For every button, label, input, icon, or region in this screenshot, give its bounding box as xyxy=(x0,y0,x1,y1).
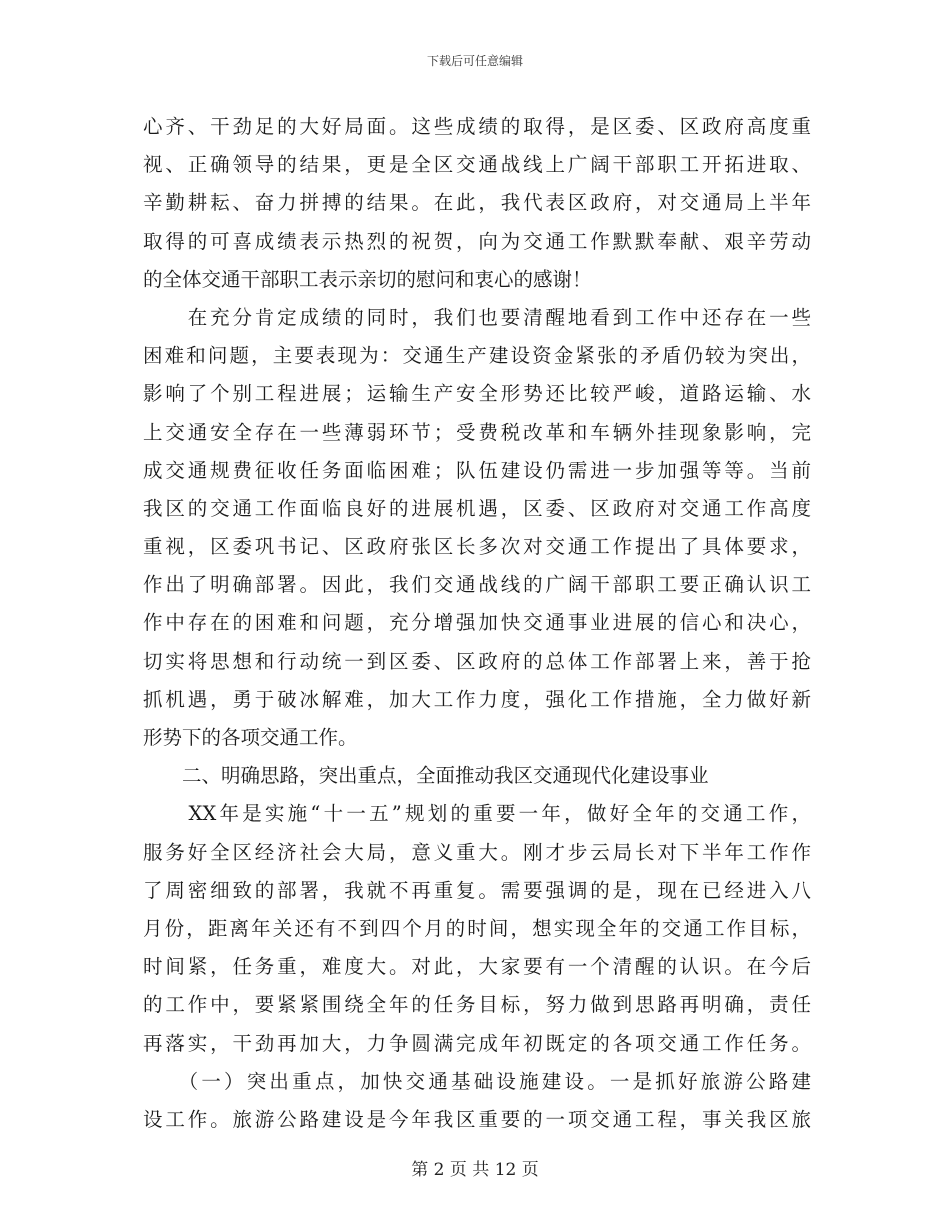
text-line: 月份，距离年关还有不到四个月的时间，想实现全年的交通工作目标， xyxy=(143,916,811,940)
text-line: 上交通安全存在一些薄弱环节；受费税改革和车辆外挂现象影响，完 xyxy=(143,420,811,444)
text-line: 我区的交通工作面临良好的进展机遇，区委、区政府对交通工作高度 xyxy=(143,496,811,520)
text-line: 时间紧，任务重，难度大。对此，大家要有一个清醒的认识。在今后 xyxy=(143,955,811,979)
text-line: 作中存在的困难和问题，充分增强加快交通事业进展的信心和决心， xyxy=(143,611,811,635)
text-line: 心齐、干劲足的大好局面。这些成绩的取得，是区委、区政府高度重 xyxy=(143,115,811,138)
document-body xyxy=(143,108,811,1139)
text-line: 了周密细致的部署，我就不再重复。需要强调的是，现在已经进入八 xyxy=(143,878,811,902)
text-line: （一）突出重点，加快交通基础设施建设。一是抓好旅游公路建 xyxy=(143,1069,811,1093)
text-line: 影响了个别工程进展；运输生产安全形势还比较严峻，道路运输、水 xyxy=(143,382,811,406)
text-line: 辛勤耕耘、奋力拼搏的结果。在此，我代表区政府，对交通局上半年 xyxy=(143,191,811,215)
text-line: 在充分肯定成绩的同时，我们也要清醒地看到工作中还存在一些 xyxy=(143,305,811,329)
text-line: 抓机遇，勇于破冰解难，加大工作力度，强化工作措施，全力做好新 xyxy=(143,687,811,711)
text-line: 取得的可喜成绩表示热烈的祝贺，向为交通工作默默奉献、艰辛劳动 xyxy=(143,229,811,253)
text-line: 困难和问题，主要表现为：交通生产建设资金紧张的矛盾仍较为突出， xyxy=(143,344,811,368)
text-line: 成交通规费征收任务面临困难；队伍建设仍需进一步加强等等。当前 xyxy=(143,458,811,482)
text-line: 服务好全区经济社会大局，意义重大。刚才步云局长对下半年工作作 xyxy=(143,840,811,864)
page-footer: 第 2 页 共 12 页 xyxy=(411,1160,539,1180)
page-header: 下载后可任意编辑 xyxy=(426,54,523,68)
section-heading: 二、明确思路，突出重点，全面推动我区交通现代化建设事业 xyxy=(143,764,709,788)
text-line: 视、正确领导的结果，更是全区交通战线上广阔干部职工开拓进取、 xyxy=(143,153,811,177)
text-line: 的全体交通干部职工表示亲切的慰问和衷心的感谢！ xyxy=(143,267,592,291)
text-line: 重视，区委巩书记、区政府张区长多次对交通工作提出了具体要求， xyxy=(143,535,811,559)
text-line: 作出了明确部署。因此，我们交通战线的广阔干部职工要正确认识工 xyxy=(143,573,811,597)
text-line: 形势下的各项交通工作。 xyxy=(143,726,358,749)
text-line: XX年是实施“十一五”规划的重要一年，做好全年的交通工作， xyxy=(143,802,811,826)
text-line: 再落实，干劲再加大，力争圆满完成年初既定的各项交通工作任务。 xyxy=(143,1031,811,1055)
text-line: 设工作。旅游公路建设是今年我区重要的一项交通工程，事关我区旅 xyxy=(143,1107,811,1131)
text-line: 切实将思想和行动统一到区委、区政府的总体工作部署上来，善于抢 xyxy=(143,649,811,673)
text-line: 的工作中，要紧紧围绕全年的任务目标，努力做到思路再明确，责任 xyxy=(143,993,811,1017)
